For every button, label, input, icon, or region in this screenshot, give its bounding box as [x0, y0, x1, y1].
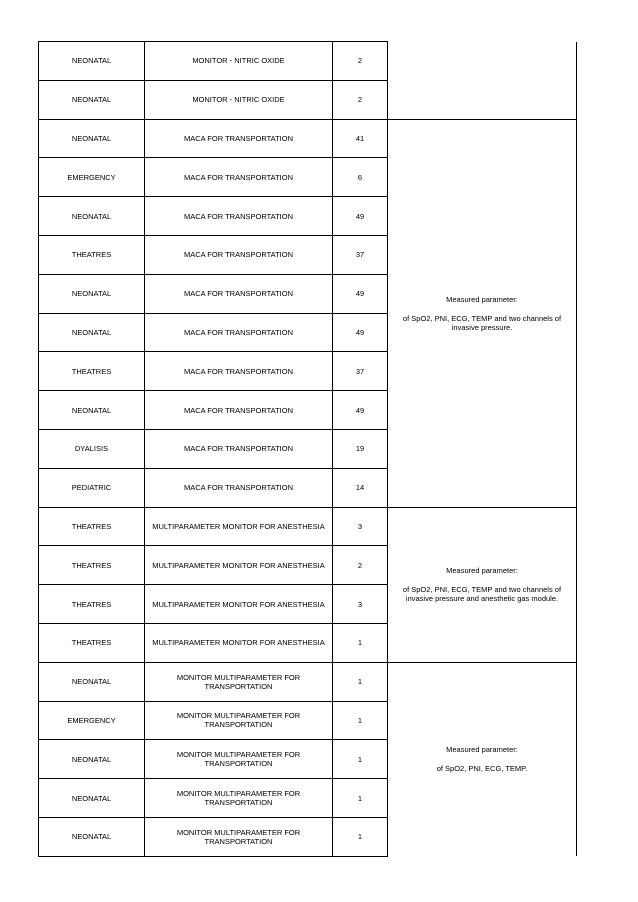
description-heading: Measured parameter: — [446, 294, 518, 304]
description-heading: Measured parameter: — [446, 745, 518, 755]
service-cell: NEONATAL — [39, 313, 145, 352]
equipment-cell: MACA FOR TRANSPORTATION — [145, 391, 333, 430]
service-cell: THEATRES — [39, 585, 145, 624]
equipment-cell: MONITOR MULTIPARAMETER FOR TRANSPORTATION — [145, 701, 333, 740]
service-cell: PEDIATRIC — [39, 468, 145, 507]
equipment-cell: MACA FOR TRANSPORTATION — [145, 274, 333, 313]
service-cell: EMERGENCY — [39, 701, 145, 740]
description-cell-anesthesia — [388, 507, 577, 662]
equipment-cell: MONITOR MULTIPARAMETER FOR TRANSPORTATION — [145, 662, 333, 701]
quantity-cell: 49 — [333, 274, 388, 313]
service-cell: NEONATAL — [39, 80, 145, 119]
quantity-cell: 1 — [333, 740, 388, 779]
equipment-cell: MACA FOR TRANSPORTATION — [145, 197, 333, 236]
table-row — [39, 42, 577, 81]
description-cell-transport — [388, 662, 577, 856]
description-detail: of SpO2, PNI, ECG, TEMP. — [436, 764, 528, 774]
service-cell: NEONATAL — [39, 119, 145, 158]
service-cell: THEATRES — [39, 546, 145, 585]
equipment-cell: MACA FOR TRANSPORTATION — [145, 313, 333, 352]
table-row — [39, 507, 577, 546]
equipment-cell: MULTIPARAMETER MONITOR FOR ANESTHESIA — [145, 546, 333, 585]
equipment-cell: MONITOR - NITRIC OXIDE — [145, 42, 333, 81]
quantity-cell: 49 — [333, 197, 388, 236]
service-cell: DYALISIS — [39, 429, 145, 468]
equipment-cell: MULTIPARAMETER MONITOR FOR ANESTHESIA — [145, 623, 333, 662]
equipment-cell: MACA FOR TRANSPORTATION — [145, 468, 333, 507]
table-row — [39, 119, 577, 158]
service-cell: THEATRES — [39, 507, 145, 546]
equipment-table — [38, 41, 577, 857]
equipment-cell: MULTIPARAMETER MONITOR FOR ANESTHESIA — [145, 585, 333, 624]
service-cell: THEATRES — [39, 352, 145, 391]
equipment-cell: MACA FOR TRANSPORTATION — [145, 352, 333, 391]
description-cell-empty — [388, 42, 577, 120]
service-cell: EMERGENCY — [39, 158, 145, 197]
quantity-cell: 1 — [333, 623, 388, 662]
service-cell: NEONATAL — [39, 274, 145, 313]
equipment-cell: MONITOR MULTIPARAMETER FOR TRANSPORTATION — [145, 817, 333, 856]
equipment-cell: MACA FOR TRANSPORTATION — [145, 235, 333, 274]
equipment-cell: MACA FOR TRANSPORTATION — [145, 119, 333, 158]
service-cell: NEONATAL — [39, 817, 145, 856]
service-cell: THEATRES — [39, 623, 145, 662]
service-cell: NEONATAL — [39, 662, 145, 701]
quantity-cell: 2 — [333, 42, 388, 81]
equipment-cell: MONITOR MULTIPARAMETER FOR TRANSPORTATION — [145, 740, 333, 779]
quantity-cell: 14 — [333, 468, 388, 507]
quantity-cell: 41 — [333, 119, 388, 158]
service-cell: NEONATAL — [39, 197, 145, 236]
quantity-cell: 2 — [333, 80, 388, 119]
quantity-cell: 1 — [333, 662, 388, 701]
equipment-cell: MONITOR MULTIPARAMETER FOR TRANSPORTATION — [145, 779, 333, 818]
quantity-cell: 49 — [333, 313, 388, 352]
description-detail: of SpO2, PNI, ECG, TEMP and two channels of invasive pressure. — [402, 313, 562, 332]
table-row — [39, 662, 577, 701]
description-detail: of SpO2, PNI, ECG, TEMP and two channels of invasive pressure and anesthetic gas module. — [402, 585, 562, 604]
service-cell: NEONATAL — [39, 42, 145, 81]
quantity-cell: 3 — [333, 507, 388, 546]
quantity-cell: 19 — [333, 429, 388, 468]
quantity-cell: 37 — [333, 352, 388, 391]
quantity-cell: 3 — [333, 585, 388, 624]
equipment-cell: MULTIPARAMETER MONITOR FOR ANESTHESIA — [145, 507, 333, 546]
equipment-cell: MONITOR - NITRIC OXIDE — [145, 80, 333, 119]
quantity-cell: 6 — [333, 158, 388, 197]
service-cell: THEATRES — [39, 235, 145, 274]
service-cell: NEONATAL — [39, 391, 145, 430]
service-cell: NEONATAL — [39, 740, 145, 779]
quantity-cell: 1 — [333, 701, 388, 740]
description-heading: Measured parameter: — [446, 566, 518, 576]
quantity-cell: 49 — [333, 391, 388, 430]
equipment-cell: MACA FOR TRANSPORTATION — [145, 429, 333, 468]
quantity-cell: 1 — [333, 779, 388, 818]
quantity-cell: 2 — [333, 546, 388, 585]
service-cell: NEONATAL — [39, 779, 145, 818]
quantity-cell: 1 — [333, 817, 388, 856]
equipment-cell: MACA FOR TRANSPORTATION — [145, 158, 333, 197]
description-cell-maca — [388, 119, 577, 507]
quantity-cell: 37 — [333, 235, 388, 274]
